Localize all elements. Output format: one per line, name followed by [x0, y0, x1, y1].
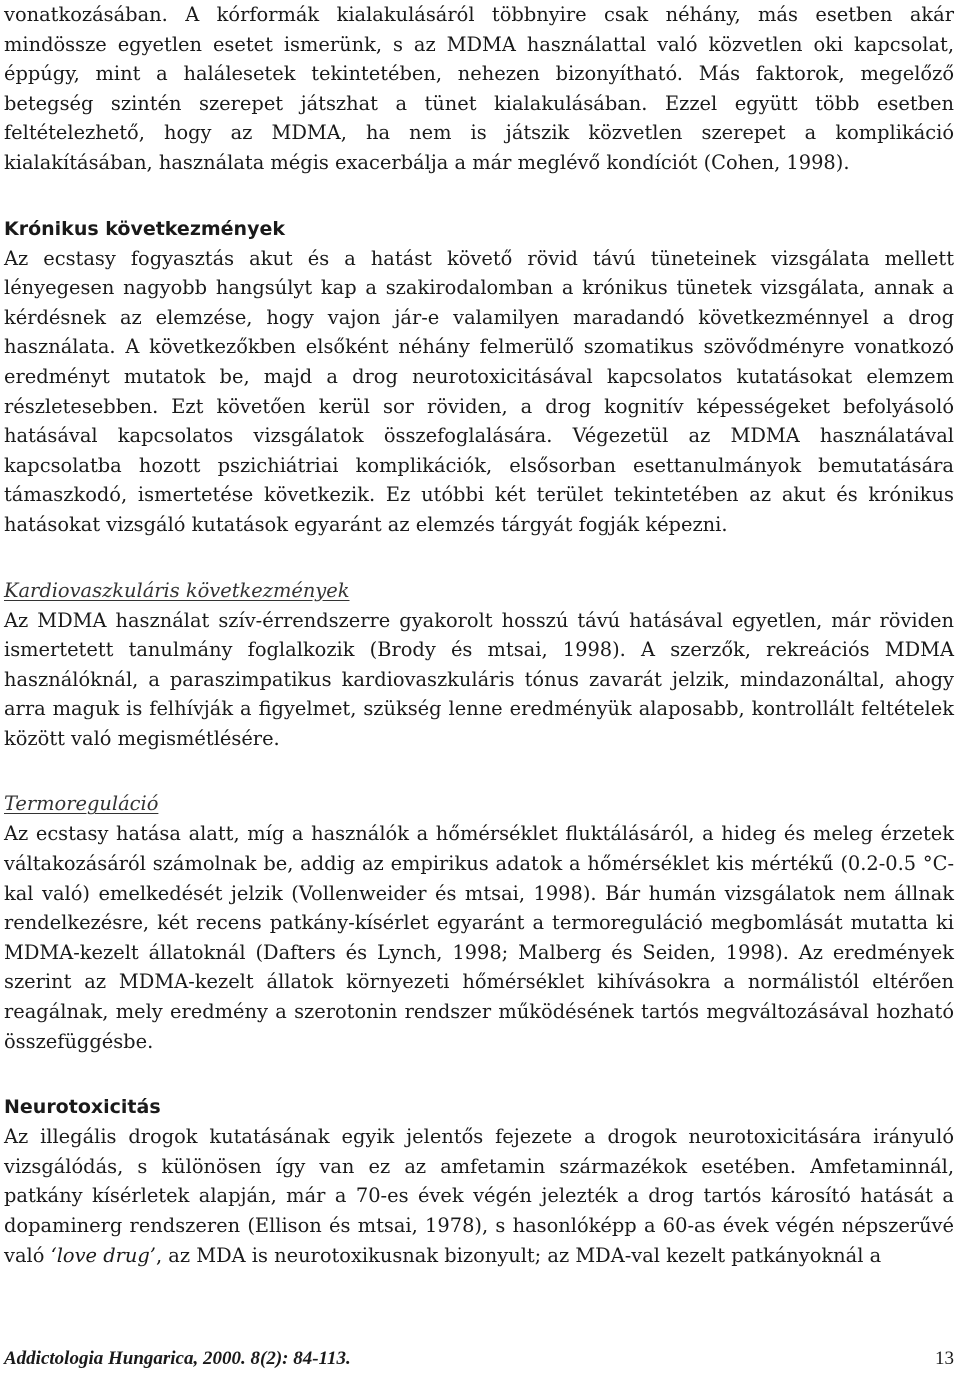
- page-footer: [4, 1348, 954, 1370]
- intro-paragraph: vonatkozásában. A kórformák kialakulásáról többnyire csak néhány, más esetben akár mindössze egyetlen esetet ismerünk, s az MDMA használattal való közvetlen oki kapcsolat, éppúgy, mint a halálesetek tekintetében, nehezen bizonyítható. Más faktorok, megelőző betegség szintén szerepet játszhat a tünet kialakulásában. Ezzel együtt több esetben feltételezhető, hogy az MDMA, ha nem is játszik közvetlen szerepet a komplikáció kialakításában, használata mégis exacerbálja a már meglévő kondíciót (Cohen, 1998).: [4, 3, 954, 174]
- heading-termo: Termoreguláció: [4, 792, 159, 816]
- neuro-paragraph: [4, 1122, 954, 1270]
- journal-volume: 8: [250, 1348, 260, 1369]
- journal-name: Addictologia Hungarica, 2000.: [4, 1348, 251, 1369]
- love-drug-quote: ‘love drug’: [50, 1243, 156, 1267]
- heading-neuro: Neurotoxicitás: [4, 1096, 161, 1119]
- heading-kardio: Kardiovaszkuláris következmények: [4, 578, 350, 602]
- kardio-paragraph: Az MDMA használat szív-érrendszerre gyakorolt hosszú távú hatásával egyetlen, már röviden ismertetett tanulmány foglalkozik (Brody és mtsai, 1998). A szerzők, rekreációs MDMA használóknál, a paraszimpatikus kardiovaszkuláris tónus zavarát jelzik, mindazonáltal, ahogy arra maguk is felhívják a figyelmet, szükség lenne eredményük alaposabb, kontrollált feltételek között való megismétlésére.: [4, 608, 954, 750]
- journal-citation: [4, 1348, 351, 1370]
- heading-kronikus: Krónikus következmények: [4, 217, 285, 240]
- neuro-text-b: , az MDA is neurotoxikusnak bizonyult; az MDA-val kezelt patkányoknál a: [155, 1243, 882, 1267]
- page-content: [4, 0, 954, 1270]
- kronikus-paragraph: Az ecstasy fogyasztás akut és a hatást követő rövid távú tüneteinek vizsgálata mellett lényegesen nagyobb hangsúlyt kap a szakirodalomban a krónikus tünetek vizsgálata, annak a kérdésnek az elemzése, hogy vajon jár-e valamilyen maradandó következménnyel a drog használata. A következőkben elsőként néhány felmerülő szomatikus szövődményre vonatkozó eredményt mutatok be, majd a drog neurotoxicitásával kapcsolatos kutatásokat elemzem részletesebben. Ezt követően kerül sor röviden, a drog kognitív képességeket befolyásoló hatásával kapcsolatos vizsgálatok összefoglalására. Végezetül az MDMA használatával kapcsolatba hozott pszichiátriai komplikációk, elsősorban esettanulmányok bemutatására támaszkodó, ismertetése következik. Ez utóbbi két terület tekintetében az akut és krónikus hatásokat vizsgáló kutatások egyaránt az elemzés tárgyát fogják képezni.: [4, 246, 954, 536]
- page-number: 13: [935, 1348, 954, 1369]
- journal-issue: (2): 84-113.: [260, 1348, 351, 1369]
- termo-paragraph: Az ecstasy hatása alatt, míg a használók a hőmérséklet fluktálásáról, a hideg és meleg érzetek váltakozásáról számolnak be, addig az empirikus adatok a hőmérséklet kis mértékű (0.2-0.5 °C-kal való) emelkedését jelzik (Vollenweider és mtsai, 1998). Bár humán vizsgálatok nem állnak rendelkezésre, két recens patkány-kísérlet egyaránt a termoreguláció megbomlását mutatta ki MDMA-kezelt állatoknál (Dafters és Lynch, 1998; Malberg és Seiden, 1998). Az eredmények szerint az MDMA-kezelt állatok környezeti hőmérséklet kihívásokra a normálistól eltérően reagálnak, mely eredmény a szerotonin rendszer működésének tartós megváltozásával hozható összefüggésbe.: [4, 822, 954, 1053]
- neuro-text-a: Az illegális drogok kutatásának egyik jelentős fejezete a drogok neurotoxicitására irányuló vizsgálódás, s különösen így van ez az amfetamin származékok esetében. Amfetaminnál, patkány kísérletek alapján, már a 70-es évek végén jelezték a drog tartós károsító hatását a dopaminerg rendszeren (Ellison és mtsai, 1978), s hasonlóképp a 60-as évek végén népszerűvé való: [4, 1125, 954, 1267]
